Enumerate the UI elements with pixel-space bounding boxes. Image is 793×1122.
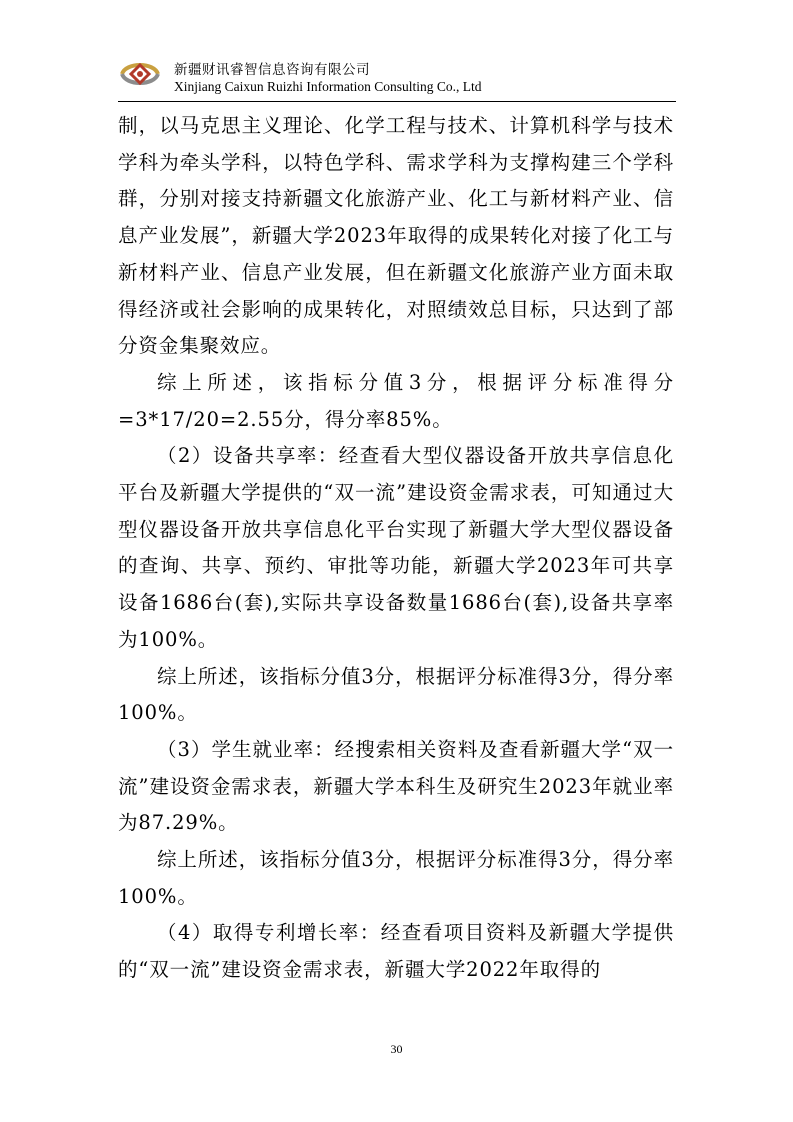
page-header [118,52,676,102]
paragraph-patent-growth: （4）取得专利增长率：经查看项目资料及新疆大学提供的“双一流”建设资金需求表，新疆大学2022年取得的 [118,921,674,982]
header-divider [118,101,676,102]
document-body [118,108,674,989]
company-logo-icon [118,56,162,92]
company-name-cn: 新疆财讯睿智信息咨询有限公司 [174,62,370,78]
paragraph-continuation: 制，以马克思主义理论、化学工程与技术、计算机科学与技术学科为牵头学科，以特色学科、需求学科为支撑构建三个学科群，分别对接支持新疆文化旅游产业、化工与新材料产业、信息产业发展”，新疆大学2023年取得的成果转化对接了化工与新材料产业、信息产业发展，但在新疆文化旅游产业方面未取得经济或社会影响的成果转化，对照绩效总目标，只达到了部分资金集聚效应。 [118,114,674,358]
paragraph-summary-1: 综上所述，该指标分值3分，根据评分标准得分=3*17/20=2.55分，得分率85%。 [118,370,674,431]
paragraph-employment-rate: （3）学生就业率：经搜索相关资料及查看新疆大学“双一流”建设资金需求表，新疆大学本科生及研究生2023年就业率为87.29%。 [118,737,674,835]
paragraph-summary-2: 综上所述，该指标分值3分，根据评分标准得3分，得分率100%。 [118,664,674,725]
paragraph-summary-3: 综上所述，该指标分值3分，根据评分标准得3分，得分率100%。 [118,848,674,908]
company-name-en: Xinjiang Caixun Ruizhi Information Consulting Co., Ltd [174,79,482,94]
page-number: 30 [390,1042,403,1056]
paragraph-equipment-sharing: （2）设备共享率：经查看大型仪器设备开放共享信息化平台及新疆大学提供的“双一流”建设资金需求表，可知通过大型仪器设备开放共享信息化平台实现了新疆大学大型仪器设备的查询、共享、预约、审批等功能，新疆大学2023年可共享设备1686台(套),实际共享设备数量1686台(套),设备共享率为100%。 [118,444,674,651]
